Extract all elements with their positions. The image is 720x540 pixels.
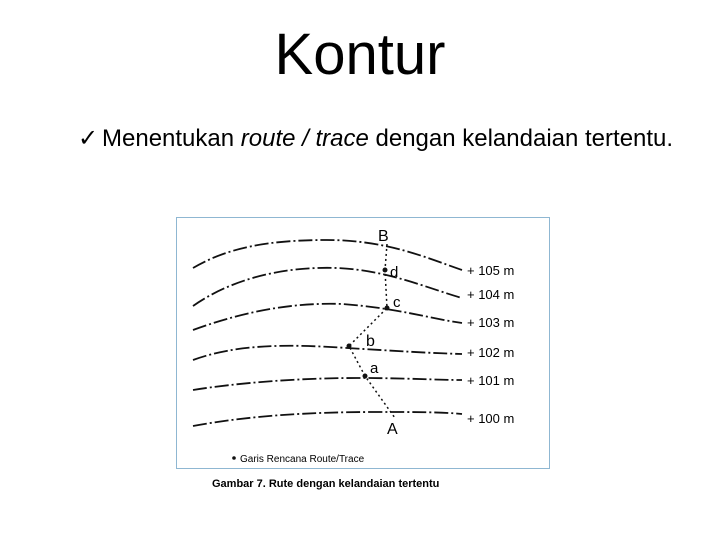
- contour-label-100: + 100 m: [467, 411, 515, 426]
- contour-line-101: [193, 378, 462, 390]
- bullet-text: Menentukan route / trace dengan kelandaian tertentu.: [102, 125, 674, 152]
- legend-text: Garis Rencana Route/Trace: [240, 454, 365, 465]
- point-label-c: c: [393, 294, 401, 311]
- bullet-item: [78, 124, 688, 154]
- contour-line-102: [193, 346, 462, 360]
- contour-label-103: + 103 m: [467, 315, 515, 330]
- contour-label-104: + 104 m: [467, 287, 515, 302]
- route-point-b: [347, 344, 352, 349]
- figure-caption: Gambar 7. Rute dengan kelandaian tertentu: [212, 478, 440, 490]
- point-label-b: b: [366, 333, 375, 350]
- contour-line-105: [193, 240, 462, 270]
- contour-line-103: [193, 304, 462, 330]
- contour-label-101: + 101 m: [467, 373, 515, 388]
- point-label-d: d: [390, 264, 399, 281]
- contour-map: [177, 218, 549, 468]
- slide-title: Kontur: [274, 22, 446, 87]
- contour-label-102: + 102 m: [467, 345, 515, 360]
- route-trace-line: [349, 244, 395, 418]
- point-label-a: a: [370, 360, 379, 377]
- route-point-a: [363, 374, 368, 379]
- point-label-A: A: [387, 421, 398, 438]
- contour-line-100: [193, 412, 462, 426]
- point-label-B: B: [378, 228, 389, 245]
- route-point-d: [383, 268, 388, 273]
- checkmark-bullet-icon: ✓: [78, 125, 99, 152]
- route-point-c: [385, 306, 390, 311]
- contour-label-105: + 105 m: [467, 263, 515, 278]
- legend-dot-icon: [232, 456, 236, 460]
- contour-figure: [176, 217, 550, 469]
- contour-line-104: [193, 268, 462, 306]
